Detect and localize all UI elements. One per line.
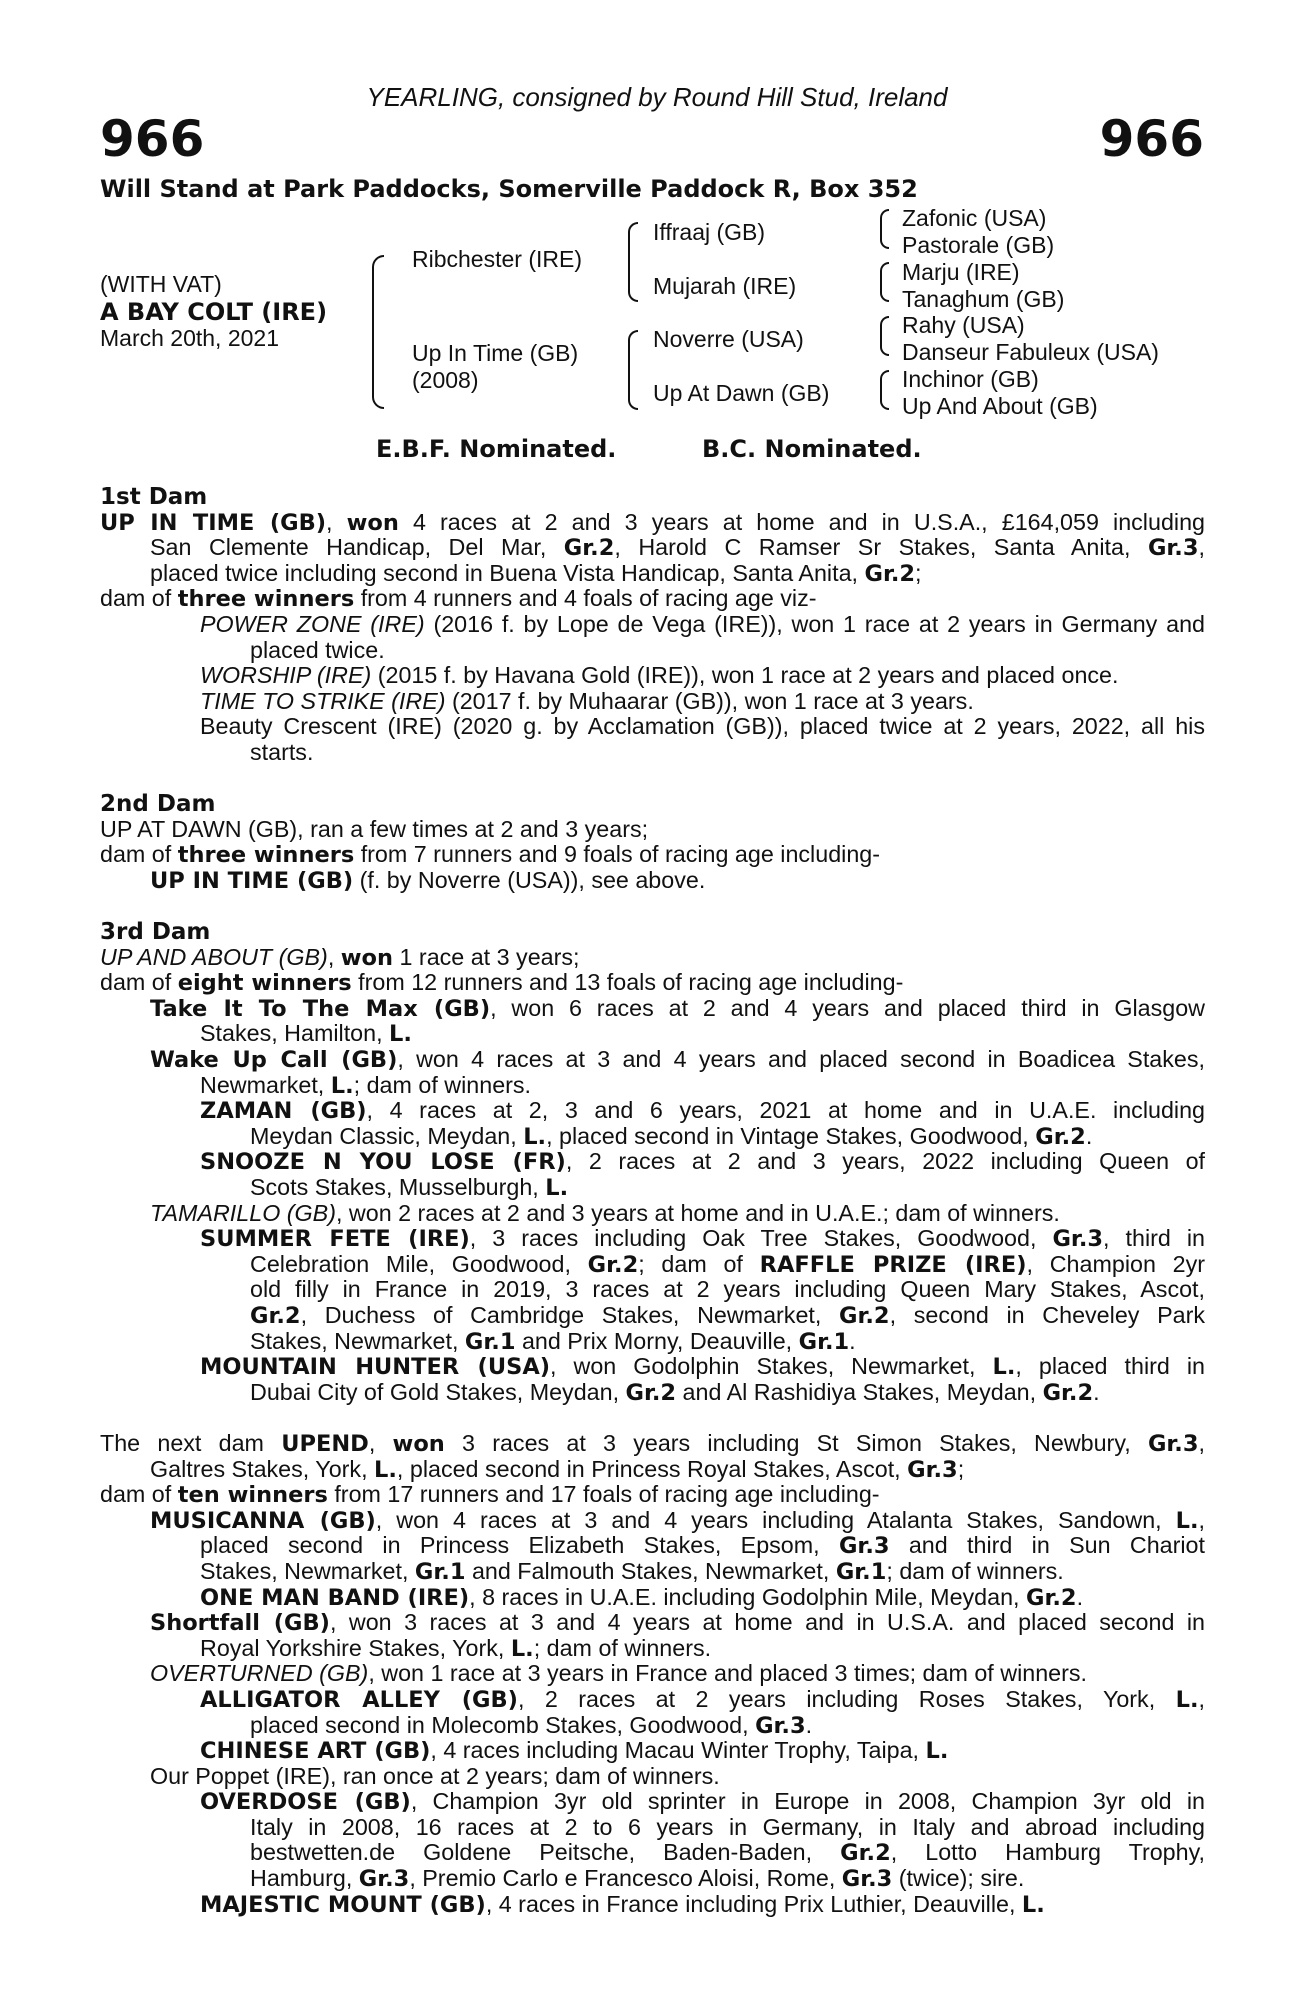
text-run: bestwetten.de Goldene Peitsche, Baden-Baden, [250,1840,841,1866]
bold-run: L. [1175,1507,1199,1534]
text-line [100,1866,1205,1892]
bold-run: SUMMER FETE (IRE) [200,1226,470,1252]
text-run: . [1085,1122,1093,1149]
text-run: Beauty Crescent (IRE) (2020 g. by Acclamation (GB)), placed twice at 2 years, 2022, all his [200,714,1205,740]
text-run: ; dam of winners. [353,1071,532,1098]
bold-run: 2nd Dam [100,791,216,818]
text-run: . [1076,1583,1084,1610]
text-line [100,1585,1205,1611]
text-run: placed twice including second in Buena Vista Handicap, Santa Anita, [150,559,865,586]
bold-run: L. [992,1354,1016,1380]
foaled-date: March 20th, 2021 [100,325,280,351]
text-line [100,689,1205,715]
bold-run: Gr.2 [587,1251,639,1278]
bold-run: L. [510,1635,534,1662]
text-line [100,1329,1205,1355]
text-run: , won 3 races at 3 and 4 years at home and in U.S.A. and placed second in [329,1610,1205,1636]
text-run: dam of [100,585,178,612]
g1-name: Zafonic (USA) [902,205,1047,231]
bold-run: 3rd Dam [100,919,211,946]
bold-run: MAJESTIC MOUNT (GB) [200,1891,486,1918]
text-line [100,1098,1205,1124]
text-line [100,1687,1205,1713]
bold-run: MUSICANNA (GB) [150,1507,376,1534]
bc-nomination: B.C. Nominated. [702,435,922,463]
text-run: Meydan Classic, Meydan, [250,1122,524,1149]
pedigree-brace-g4 [880,370,889,410]
text-run: ; [915,559,922,586]
text-line [100,1636,1205,1662]
text-line [100,1815,1205,1841]
text-run: placed second in Molecomb Stakes, Goodwood, [250,1711,756,1738]
bold-run: Gr.2 [1042,1379,1094,1406]
italic-run: TAMARILLO (GB) [150,1199,336,1226]
text-run: , Premio Carlo e Francesco Aloisi, Rome, [409,1865,842,1892]
text-line [100,1149,1205,1175]
spacer [100,1405,1205,1431]
bold-run: UP IN TIME (GB) [100,509,327,536]
text-run: , won 1 race at 3 years in France and placed 3 times; dam of winners. [368,1660,1088,1687]
bold-run: Gr.2 [625,1379,677,1406]
lot-number-right: 966 [1099,110,1204,168]
text-run: ; dam of [638,1251,760,1277]
text-run: , placed second in Princess Royal Stakes, Ascot, [396,1455,908,1482]
bold-run: Gr.2 [1026,1584,1077,1611]
bold-run: L. [925,1738,949,1765]
bold-run: Wake Up Call (GB) [150,1047,398,1073]
bold-run: won [346,509,399,536]
text-run: and third in Sun Chariot [889,1533,1205,1559]
bold-run: Gr.1 [835,1558,887,1585]
italic-run: WORSHIP (IRE) [200,662,372,689]
g6-name: Danseur Fabuleux (USA) [902,339,1159,365]
text-run: , 2 races at 2 and 3 years, 2022 including Queen of [565,1149,1205,1175]
bold-run: UPEND [281,1430,369,1457]
text-run: , [327,943,341,970]
text-run: Scots Stakes, Musselburgh, [250,1174,546,1201]
spacer [100,894,1205,920]
text-line [100,740,1205,766]
bold-run: UP IN TIME (GB) [150,867,354,894]
bold-run: MOUNTAIN HUNTER (USA) [200,1354,551,1380]
dam-year: (2008) [412,367,479,393]
text-run: (f. by Noverre (USA)), see above. [353,866,706,893]
text-line [100,996,1205,1022]
text-line [100,1789,1205,1815]
bold-run: Gr.2 [864,560,916,587]
text-run: UP AT DAWN (GB), ran a few times at 2 and 3 years; [100,815,649,842]
text-line [100,1431,1205,1457]
pedigree-brace-dam [628,330,638,410]
text-run: Dubai City of Gold Stakes, Meydan, [250,1378,626,1405]
bold-run: L. [389,1021,412,1048]
text-line [100,1354,1205,1380]
text-run: Stakes, Newmarket, [250,1327,465,1354]
text-line [100,586,1205,612]
bold-run: ONE MAN BAND (IRE) [200,1584,470,1611]
text-run: Galtres Stakes, York, [150,1455,375,1482]
horse-name: A BAY COLT (IRE) [100,298,328,326]
bold-run: Gr.2 [1035,1123,1086,1150]
pedigree-brace-g3 [880,316,889,356]
bold-run: L. [374,1456,397,1483]
text-run: , 3 races including Oak Tree Stakes, Goodwood, [469,1226,1053,1252]
catalogue-body [100,484,1205,1917]
text-run: placed second in Princess Elizabeth Stakes, Epsom, [200,1533,839,1559]
bold-run: CHINESE ART (GB) [200,1738,431,1765]
text-run: Royal Yorkshire Stakes, York, [200,1634,511,1661]
text-line [100,535,1205,561]
text-line [100,1508,1205,1534]
spacer [100,766,1205,792]
pedigree-brace-sire [628,222,638,302]
text-run: , 2 races at 2 years including Roses Stakes, York, [517,1686,1176,1712]
text-run: , 4 races including Macau Winter Trophy, Taipa, [430,1737,926,1764]
text-line [100,714,1205,740]
text-run: , Champion 3yr old sprinter in Europe in 2008, Champion 3yr old in [410,1789,1205,1815]
text-run: and Al Rashidiya Stakes, Meydan, [676,1378,1043,1405]
text-run: Stakes, Hamilton, [200,1020,390,1047]
text-run: Celebration Mile, Goodwood, [250,1251,588,1277]
bold-run: Gr.3 [1147,1430,1199,1457]
text-run: dam of [100,841,178,868]
text-run: and Prix Morny, Deauville, [515,1327,799,1354]
bold-run: eight winners [177,970,352,997]
g4-name: Tanaghum (GB) [902,286,1065,312]
bold-run: L. [330,1072,354,1099]
text-run: from 12 runners and 13 foals of racing age including- [351,969,904,996]
stand-location: Will Stand at Park Paddocks, Somerville Paddock R, Box 352 [100,175,918,203]
page-header: YEARLING, consigned by Round Hill Stud, Ireland [366,82,948,112]
bold-run: Take It To The Max (GB) [150,995,491,1022]
text-run: (2017 f. by Muhaarar (GB)), won 1 race at 3 years. [445,687,974,714]
text-run: , 4 races in France including Prix Luthier, Deauville, [485,1890,1022,1917]
pedigree-brace-main [372,255,384,409]
text-line [100,945,1205,971]
text-line [100,919,1205,945]
text-run: 1 race at 3 years; [393,943,580,970]
bold-run: Gr.2 [250,1303,301,1329]
g8-name: Up And About (GB) [902,393,1098,419]
g3-name: Marju (IRE) [902,259,1020,285]
text-run: (2015 f. by Havana Gold (IRE)), won 1 race at 2 years and placed once. [371,662,1119,689]
bold-run: L. [545,1175,569,1202]
text-run: , second in Cheveley Park [889,1303,1205,1328]
bold-run: OVERDOSE (GB) [200,1789,411,1815]
bold-run: Gr.3 [907,1456,958,1483]
bold-run: Gr.1 [414,1558,466,1585]
bold-run: won [392,1430,445,1457]
text-run: ; [957,1455,965,1482]
text-run: (twice); sire. [892,1865,1025,1892]
text-run: , [1198,1686,1205,1712]
bold-run: 1st Dam [100,484,208,510]
text-run: 3 races at 3 years including St Simon Stakes, Newbury, [444,1430,1148,1456]
text-line [100,1764,1205,1790]
text-line [100,970,1205,996]
text-run: , 4 races at 2, 3 and 6 years, 2021 at home and in U.A.E. including [366,1098,1205,1124]
text-line [100,842,1205,868]
bold-run: Gr.3 [838,1533,890,1559]
text-run: , [1198,1507,1205,1533]
text-line [100,510,1205,536]
text-run: , [1198,1430,1205,1456]
dam-sire-name: Noverre (USA) [653,326,804,352]
text-run: , won 2 races at 2 and 3 years at home and in U.A.E.; dam of winners. [335,1199,1060,1226]
text-line [100,1457,1205,1483]
text-run: , [326,509,347,535]
text-line [100,1073,1205,1099]
lot-number-left: 966 [100,110,205,168]
text-run: , won 4 races at 3 and 4 years including Atalanta Stakes, Sandown, [375,1507,1176,1533]
text-line [100,1252,1205,1278]
bold-run: L. [1021,1891,1045,1918]
dam-name: Up In Time (GB) [412,340,579,366]
bold-run: Gr.3 [1147,535,1199,561]
text-line [100,1124,1205,1150]
text-run: , third in [1103,1226,1205,1252]
bold-run: ten winners [177,1482,328,1509]
pedigree-brace-g1 [880,209,889,249]
text-line [100,1559,1205,1585]
bold-run: Gr.2 [563,535,615,561]
bold-run: Gr.2 [840,1840,891,1867]
g2-name: Pastorale (GB) [902,232,1055,258]
text-run: , Harold C Ramser Sr Stakes, Santa Anita, [614,535,1148,561]
italic-run: OVERTURNED (GB) [150,1660,369,1687]
text-line [100,1892,1205,1918]
ebf-nomination: E.B.F. Nominated. [376,435,617,463]
bold-run: Gr.2 [839,1303,890,1329]
text-run: starts. [250,738,314,765]
italic-run: UP AND ABOUT (GB) [100,943,328,970]
text-run: ; dam of winners. [533,1634,712,1661]
text-run: Stakes, Newmarket, [200,1557,415,1584]
text-run: . [1093,1378,1100,1405]
text-run: Our Poppet (IRE), ran once at 2 years; dam of winners. [150,1762,720,1789]
text-run: (2016 f. by Lope de Vega (IRE)), won 1 race at 2 years in Germany and [424,611,1205,637]
bold-run: ZAMAN (GB) [200,1098,367,1124]
text-line [100,638,1205,664]
bold-run: L. [523,1123,547,1150]
text-run: . [849,1327,856,1354]
italic-run: TIME TO STRIKE (IRE) [200,687,446,714]
text-run: from 17 runners and 17 foals of racing age including- [327,1481,880,1508]
text-line [100,1713,1205,1739]
text-run: The next dam [100,1430,282,1456]
sire-sire-name: Iffraaj (GB) [653,219,766,245]
text-run: ; dam of winners. [886,1557,1064,1584]
text-line [100,1661,1205,1687]
text-run: old filly in France in 2019, 3 races at 2 years including Queen Mary Stakes, Ascot, [250,1277,1205,1303]
bold-run: Shortfall (GB) [150,1610,330,1636]
text-run: and Falmouth Stakes, Newmarket, [465,1557,836,1584]
text-run: , Champion 2yr [1026,1251,1205,1277]
text-line [100,612,1205,638]
bold-run: ALLIGATOR ALLEY (GB) [200,1686,518,1713]
bold-run: Gr.3 [1052,1226,1104,1252]
bold-run: L. [1175,1686,1199,1713]
text-line [100,868,1205,894]
bold-run: Gr.3 [755,1712,806,1739]
text-line [100,791,1205,817]
text-run: placed twice. [250,636,385,663]
text-run: from 7 runners and 9 foals of racing age including- [354,841,880,868]
bold-run: SNOOZE N YOU LOSE (FR) [200,1149,566,1176]
text-line [100,1840,1205,1866]
text-run: , placed third in [1015,1354,1205,1380]
text-line [100,1021,1205,1047]
bold-run: three winners [177,842,355,869]
text-run: dam of [100,1481,178,1508]
bold-run: Gr.3 [841,1866,893,1893]
italic-run: POWER ZONE (IRE) [200,611,425,637]
text-line [100,1201,1205,1227]
sire-dam-name: Mujarah (IRE) [653,273,797,299]
text-line [100,1533,1205,1559]
text-run: , [1198,535,1205,561]
text-run: dam of [100,969,178,996]
text-line [100,1482,1205,1508]
text-run: Hamburg, [250,1865,359,1892]
text-run: , placed second in Vintage Stakes, Goodwood, [546,1122,1036,1149]
pedigree-brace-g2 [880,262,889,302]
dam-dam-name: Up At Dawn (GB) [653,380,830,406]
text-run: Newmarket, [200,1071,331,1098]
bold-run: won [340,944,394,971]
sire-name: Ribchester (IRE) [412,246,582,272]
text-line [100,1226,1205,1252]
text-line [100,1380,1205,1406]
text-line [100,1738,1205,1764]
text-line [100,1047,1205,1073]
bold-run: Gr.3 [358,1866,410,1893]
text-line [100,484,1205,510]
text-run: , Duchess of Cambridge Stakes, Newmarket, [300,1303,840,1328]
text-run: . [805,1711,813,1738]
text-run: , won 4 races at 3 and 4 years and placed second in Boadicea Stakes, [397,1047,1205,1073]
text-line [100,1610,1205,1636]
bold-run: RAFFLE PRIZE (IRE) [759,1251,1027,1278]
text-line [100,1303,1205,1329]
bold-run: Gr.1 [464,1328,516,1355]
text-line [100,561,1205,587]
g7-name: Inchinor (GB) [902,366,1039,392]
text-line [100,663,1205,689]
text-run: from 4 runners and 4 foals of racing age viz- [354,585,817,612]
text-line [100,1175,1205,1201]
text-run: , won 6 races at 2 and 4 years and placed third in Glasgow [490,995,1205,1021]
text-run: Italy in 2008, 16 races at 2 to 6 years in Germany, in Italy and abroad including [250,1814,1205,1840]
bold-run: three winners [177,586,355,613]
vat-label: (WITH VAT) [100,271,222,297]
text-run: 4 races at 2 and 3 years at home and in U.S.A., £164,059 including [398,509,1205,535]
text-line [100,817,1205,843]
text-run: , 8 races in U.A.E. including Godolphin Mile, Meydan, [469,1583,1026,1610]
bold-run: Gr.1 [798,1328,850,1355]
text-run: , won Godolphin Stakes, Newmarket, [550,1354,993,1380]
text-run: , [368,1430,393,1456]
g5-name: Rahy (USA) [902,312,1025,338]
text-run: San Clemente Handicap, Del Mar, [150,535,564,561]
text-run: , Lotto Hamburg Trophy, [890,1840,1205,1866]
text-line [100,1277,1205,1303]
